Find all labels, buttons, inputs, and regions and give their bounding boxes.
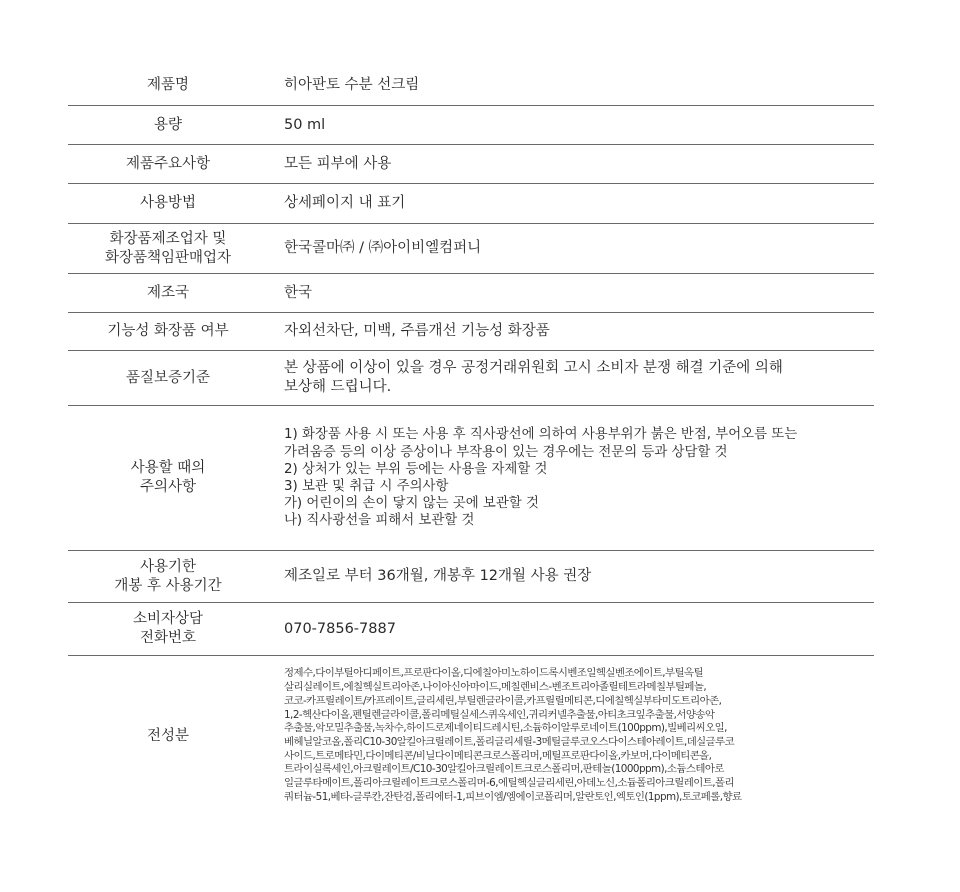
label-contact-line-1: 소비자상담 bbox=[132, 611, 204, 627]
label-ingredients: 전성분 bbox=[146, 727, 190, 744]
ingredient-line: 쿼터늄-51,베타-글루칸,잔탄검,폴리에터-1,피브이엠/엠에이코폴리머,알란토인,엑토인(1ppm),토코페롤,향료 bbox=[284, 790, 742, 803]
caution-line: 3) 보관 및 취급 시 주의사항 bbox=[284, 479, 449, 494]
label-expiry-line-1: 사용기한 bbox=[139, 558, 197, 575]
ingredient-line: 코코-카프릴레이트/카프레이트,글리세린,부틸렌글라이콜,카프릴릴메티콘,디에칠헥실부타미도트리아존, bbox=[284, 694, 722, 707]
row-quality bbox=[68, 351, 874, 406]
value-volume: 50 ml bbox=[284, 116, 326, 133]
ingredient-line: 살리실레이트,에칠헥실트리아존,나이아신아마이드,메칠렌비스-벤조트리아졸릴테트라메칠부틸페놀, bbox=[284, 681, 707, 694]
value-country: 한국 bbox=[284, 284, 313, 301]
value-ingredients bbox=[268, 667, 874, 804]
row-product-name bbox=[68, 66, 874, 106]
row-volume bbox=[68, 106, 874, 145]
label-usage: 사용방법 bbox=[139, 195, 197, 211]
ingredient-line: 트라이실록세인,아크릴레이트/C10-30알킬아크릴레이트크로스폴리머,판테놀(1000ppm),소듐스테아로 bbox=[284, 763, 724, 776]
label-contact-line-2: 전화번호 bbox=[139, 630, 197, 646]
ingredient-line: 일글루타메이트,폴리아크릴레이트크로스폴리머-6,에틸헥실글리세린,아데노신,소듐폴리아크릴레이트,폴리 bbox=[284, 777, 734, 790]
label-cautions-line-2: 주의사항 bbox=[139, 479, 197, 495]
row-usage bbox=[68, 184, 874, 224]
ingredient-line: 1,2-헥산다이올,펜틸렌글라이콜,폴리메틸실세스퀴옥세인,귀리커넬추출물,아티초크잎추출물,서양송악 bbox=[284, 708, 715, 721]
label-expiry bbox=[68, 558, 268, 596]
value-manufacturer: 한국콜마㈜ / ㈜아이비엘컴퍼니 bbox=[284, 240, 482, 256]
label-contact bbox=[68, 610, 268, 648]
ingredient-line: 사이드,트로메타민,다이메티콘/비닐다이메티콘크로스폴리머,메틸프로판다이올,카보머,다이메티콘올, bbox=[284, 749, 712, 762]
caution-line: 1) 화장품 사용 시 또는 사용 후 직사광선에 의하여 사용부위가 붉은 반점, 부어오름 또는 bbox=[284, 427, 798, 443]
label-quality: 품질보증기준 bbox=[125, 369, 211, 386]
value-cautions bbox=[268, 426, 874, 529]
row-contact bbox=[68, 603, 874, 656]
value-contact: 070-7856-7887 bbox=[284, 620, 396, 637]
row-specs bbox=[68, 145, 874, 184]
ingredient-line: 정제수,다이부틸아디페이트,프로판다이올,디에칠아미노하이드록시벤조일헥실벤조에이트,부틸옥틸 bbox=[284, 667, 703, 680]
row-functional bbox=[68, 313, 874, 351]
value-expiry: 제조일로 부터 36개월, 개봉후 12개월 사용 권장 bbox=[284, 568, 592, 584]
value-product-name: 히아판토 수분 선크림 bbox=[284, 77, 420, 93]
value-quality-line-2: 보상해 드립니다. bbox=[284, 379, 392, 395]
caution-line: 가려움증 등의 이상 증상이나 부작용이 있는 경우에는 전문의 등과 상담할 것 bbox=[284, 444, 728, 460]
label-manufacturer bbox=[68, 230, 268, 268]
ingredient-line: 베헤닐알코올,폴리C10-30알킬아크릴레이트,폴리글리세릴-3메틸글루코오스다이스테아레이트,데실글루코 bbox=[284, 736, 735, 748]
label-expiry-line-2: 개봉 후 사용기간 bbox=[114, 577, 222, 594]
label-product-name: 제품명 bbox=[146, 77, 190, 93]
label-cautions bbox=[68, 459, 268, 497]
label-manufacturer-line-2: 화장품책임판매업자 bbox=[104, 249, 232, 266]
value-quality bbox=[268, 359, 874, 397]
value-functional: 자외선차단, 미백, 주름개선 기능성 화장품 bbox=[284, 323, 550, 339]
row-country bbox=[68, 274, 874, 313]
row-manufacturer bbox=[68, 224, 874, 274]
label-country: 제조국 bbox=[146, 284, 190, 301]
row-cautions bbox=[68, 406, 874, 551]
product-info-table bbox=[68, 66, 874, 816]
value-quality-line-1: 본 상품에 이상이 있을 경우 공정거래위원회 고시 소비자 분쟁 해결 기준에 의해 bbox=[284, 360, 783, 376]
label-cautions-line-1: 사용할 때의 bbox=[130, 460, 206, 476]
ingredient-line: 추출물,악모밀추출물,녹차수,하이드로제네이티드레시틴,소듐하이알루로네이트(100ppm),빌베리씨오일, bbox=[284, 722, 727, 735]
value-usage: 상세페이지 내 표기 bbox=[284, 195, 406, 211]
value-specs: 모든 피부에 사용 bbox=[284, 155, 392, 172]
label-specs: 제품주요사항 bbox=[125, 155, 211, 172]
row-ingredients bbox=[68, 656, 874, 816]
caution-line: 2) 상처가 있는 부위 등에는 사용을 자제할 것 bbox=[284, 461, 548, 477]
row-expiry bbox=[68, 551, 874, 603]
label-functional: 기능성 화장품 여부 bbox=[107, 323, 229, 339]
caution-line: 가) 어린이의 손이 닿지 않는 곳에 보관할 것 bbox=[284, 496, 539, 512]
caution-line: 나) 직사광선을 피해서 보관할 것 bbox=[284, 513, 475, 529]
label-volume: 용량 bbox=[153, 116, 182, 133]
label-manufacturer-line-1: 화장품제조업자 및 bbox=[109, 230, 227, 247]
